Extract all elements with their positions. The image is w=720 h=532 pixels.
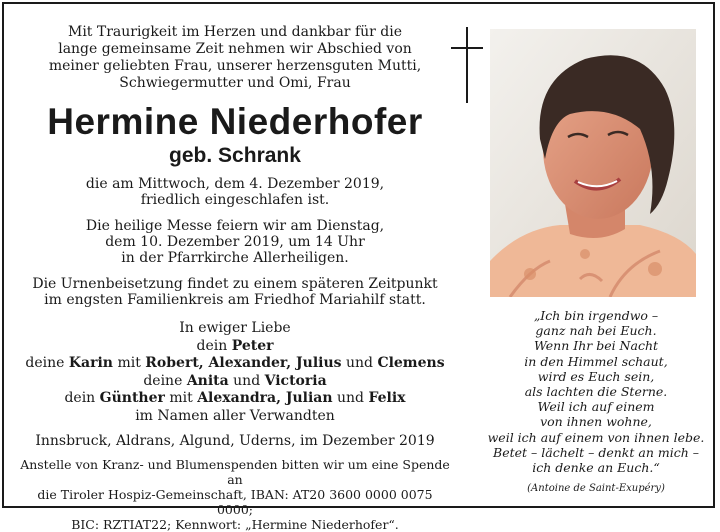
donation-request: Anstelle von Kranz- und Blumenspenden bitten wir um eine Spende an die Tiroler Hospiz-Gemeinschaft, IBAN: AT20 3600 0000 0075 0000; BIC: RZTIAT22; Kennwort: „Hermine Niederhofer“. [20,457,450,532]
mourner-line: deine Karin mit Robert, Alexander, Julius und Clemens [25,355,445,371]
place-and-date: Innsbruck, Aldrans, Algund, Uderns, im Dezember 2019 [35,433,435,449]
mass-info: Die heilige Messe feiern wir am Dienstag, dem 10. Dezember 2019, um 14 Uhr in der Pfarrkirche Allerheiligen. [85,218,385,266]
mourner-line: dein Günther mit Alexandra, Julian und Felix [64,390,406,406]
christian-cross-icon [451,27,483,103]
mourners-opening: In ewiger Liebe [179,320,291,336]
portrait-photo [490,29,696,297]
obituary-card [2,2,715,532]
mourner-line: dein Peter [196,337,274,354]
urn-burial-info: Die Urnenbeisetzung findet zu einem späteren Zeitpunkt im engsten Familienkreis am Friedhof Mariahilf statt. [32,276,438,308]
poem-author: (Antoine de Saint-Exupéry) [527,483,665,494]
obituary-text-column [18,24,452,532]
mourners-list [18,320,452,425]
mourners-closing: im Namen aller Verwandten [135,407,335,424]
memorial-poem: „Ich bin irgendwo – ganz nah bei Euch. Wenn Ihr bei Nacht in den Himmel schaut, wird es Euch sein, als lachten die Sterne. Weil ich auf einem von ihnen wohne, weil ich auf einem von ihnen lebe. Betet – lächelt – denkt an mich – ich denke an Euch.“ [487,308,705,476]
death-notice: die am Mittwoch, dem 4. Dezember 2019, friedlich eingeschlafen ist. [85,176,385,208]
mourner-line: deine Anita und Victoria [143,372,327,389]
maiden-name: geb. Schrank [169,144,301,167]
deceased-name: Hermine Niederhofer [47,101,423,142]
intro-text: Mit Traurigkeit im Herzen und dankbar für die lange gemeinsame Zeit nehmen wir Abschied von meiner geliebten Frau, unserer herzensguten Mutti, Schwiegermutter und Omi, Frau [48,24,422,91]
